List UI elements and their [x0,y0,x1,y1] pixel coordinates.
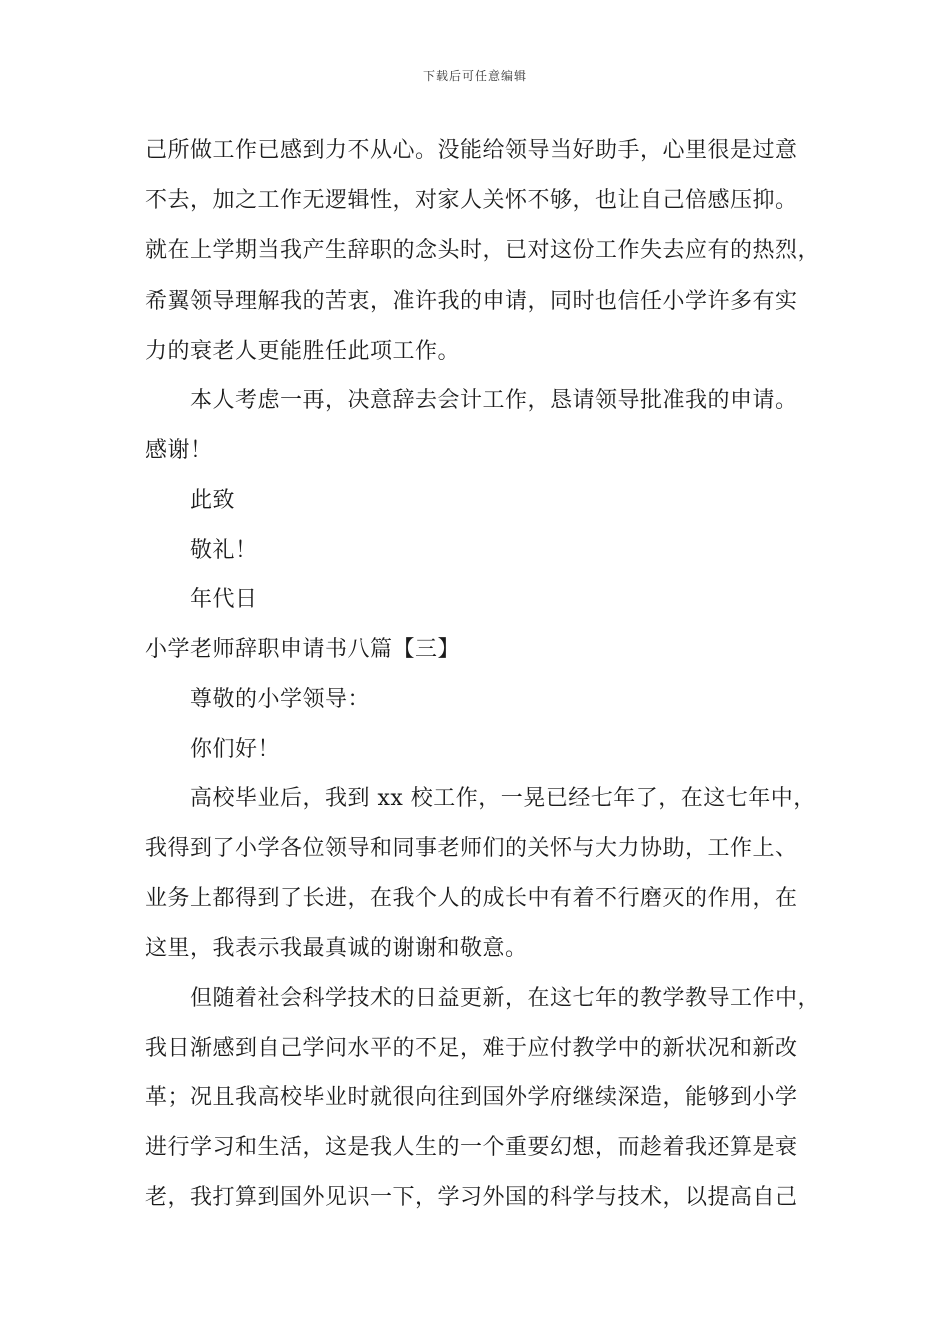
body-line: 革；况且我高校毕业时就很向往到国外学府继续深造，能够到小学 [145,1085,798,1110]
closing-line: 此致 [190,488,236,513]
body-line: 就在上学期当我产生辞职的念头时，已对这份工作失去应有的热烈， [145,238,821,263]
body-line: 但随着社会科学技术的日益更新，在这七年的教学教导工作中， [190,986,821,1011]
body-line: 我得到了小学各位领导和同事老师们的关怀与大力协助，工作上、 [145,836,798,861]
closing-line: 敬礼！ [190,538,258,563]
body-line: 不去，加之工作无逻辑性，对家人关怀不够，也让自己倍感压抑。 [145,188,798,213]
body-line: 力的衰老人更能胜任此项工作。 [145,339,461,364]
body-line: 感谢！ [145,438,213,463]
body-line: 希翼领导理解我的苦衷，准许我的申请，同时也信任小学许多有实 [145,289,798,314]
body-line: 本人考虑一再，决意辞去会计工作，恳请领导批准我的申请。 [190,388,798,413]
date-line: 年代日 [190,587,258,612]
body-line: 我日渐感到自己学问水平的不足，难于应付教学中的新状况和新改 [145,1036,798,1061]
section-title: 小学老师辞职申请书八篇【三】 [145,637,461,662]
salutation: 尊敬的小学领导： [190,687,371,712]
body-line: 高校毕业后，我到 xx 校工作，一晃已经七年了，在这七年中， [190,786,816,811]
body-line: 己所做工作已感到力不从心。没能给领导当好助手，心里很是过意 [145,138,798,163]
body-line: 这里，我表示我最真诚的谢谢和敬意。 [145,936,528,961]
body-line: 进行学习和生活，这是我人生的一个重要幻想，而趁着我还算是衰 [145,1135,798,1160]
greeting: 你们好！ [190,737,281,762]
body-line: 业务上都得到了长进，在我个人的成长中有着不行磨灭的作用，在 [145,886,798,911]
body-line: 老，我打算到国外见识一下，学习外国的科学与技术，以提高自己 [145,1185,798,1210]
page-header: 下载后可任意编辑 [422,69,527,83]
